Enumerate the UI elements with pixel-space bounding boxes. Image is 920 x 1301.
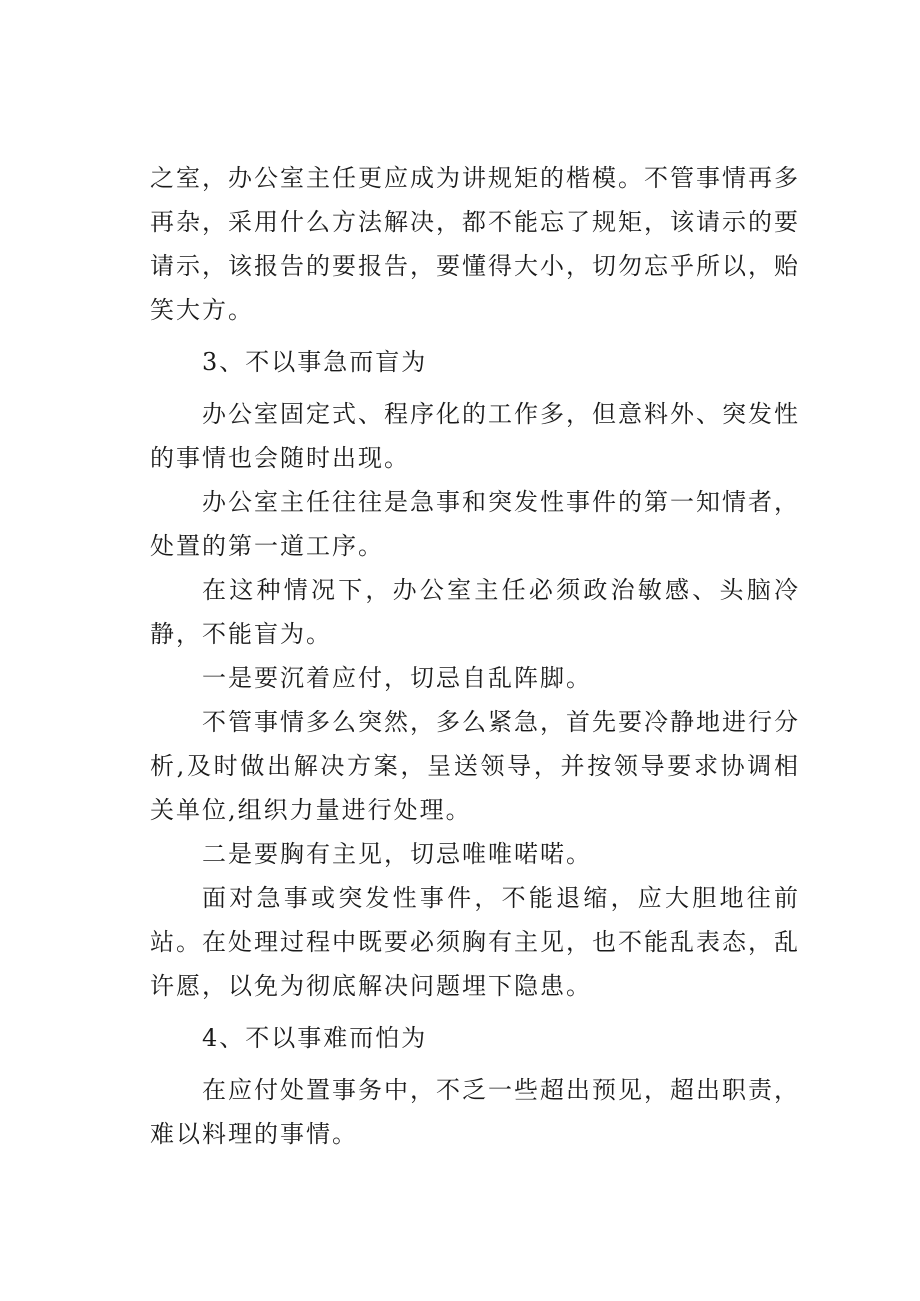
section-heading-3: 3、不以事急而盲为 bbox=[202, 348, 428, 376]
paragraph: 不管事情多么突然，多么紧急，首先要冷静地进行分析,及时做出解决方案，呈送领导，并按领导要求协调相关单位,组织力量进行处理。 bbox=[150, 708, 800, 824]
document-body bbox=[150, 156, 800, 1156]
section-heading-4: 4、不以事难而怕为 bbox=[202, 1024, 428, 1052]
subheading-one: 一是要沉着应付，切忌自乱阵脚。 bbox=[202, 664, 592, 692]
paragraph: 在应付处置事务中，不乏一些超出预见，超出职责，难以料理的事情。 bbox=[150, 1076, 800, 1148]
paragraph: 面对急事或突发性事件，不能退缩，应大胆地往前站。在处理过程中既要必须胸有主见，也不能乱表态，乱许愿，以免为彻底解决问题埋下隐患。 bbox=[150, 884, 800, 1000]
paragraph: 在这种情况下，办公室主任必须政治敏感、头脑冷静，不能盲为。 bbox=[150, 576, 800, 648]
paragraph: 办公室固定式、程序化的工作多，但意料外、突发性的事情也会随时出现。 bbox=[150, 400, 800, 472]
paragraph: 办公室主任往往是急事和突发性事件的第一知情者，处置的第一道工序。 bbox=[150, 488, 800, 560]
subheading-two: 二是要胸有主见，切忌唯唯喏喏。 bbox=[202, 840, 592, 868]
paragraph-continuation: 之室，办公室主任更应成为讲规矩的楷模。不管事情再多再杂，采用什么方法解决，都不能忘了规矩，该请示的要请示，该报告的要报告，要懂得大小，切勿忘乎所以，贻笑大方。 bbox=[150, 164, 800, 324]
